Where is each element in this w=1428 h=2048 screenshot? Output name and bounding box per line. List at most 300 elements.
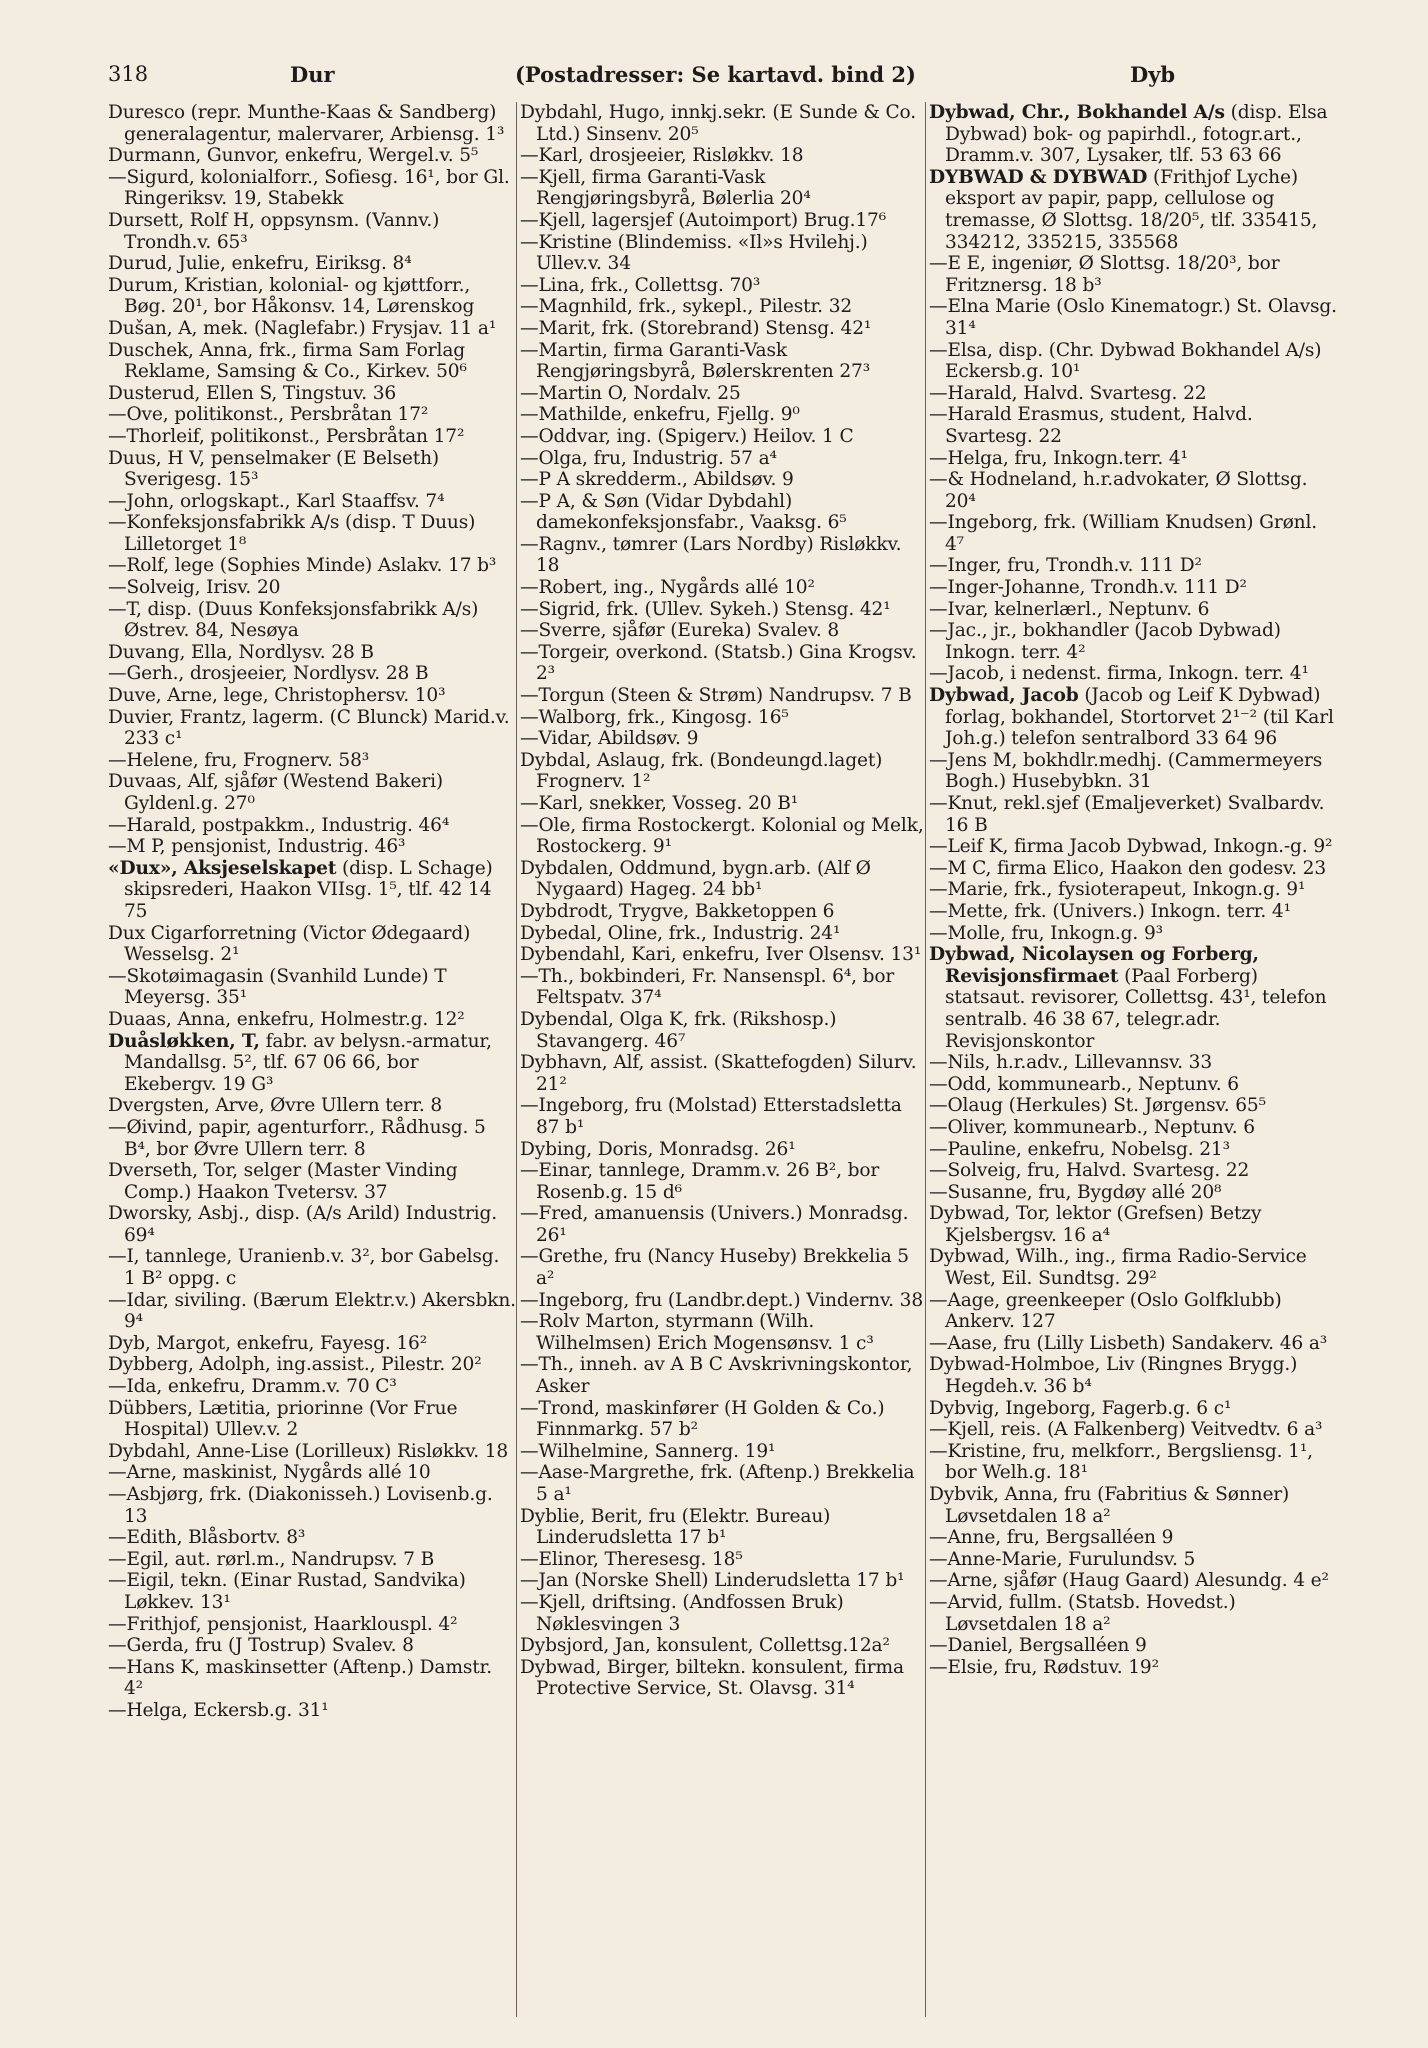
entry-text: —Daniel, Bergsalléen 9 [929, 1635, 1147, 1657]
directory-entry [520, 1290, 928, 1312]
directory-entry [520, 1009, 928, 1052]
directory-entry [108, 448, 516, 491]
entry-text: —Helga, Eckersb.g. 31¹ [108, 1699, 329, 1721]
entry-bold-name: DYBWAD & DYBWAD [929, 166, 1148, 188]
entry-text: (disp. Elsa Dybwad) bok- og papirhdl., fotogr.art., Dramm.v. 307, Lysaker, tlf. 53 63 66 [945, 102, 1328, 167]
directory-entry [108, 275, 516, 318]
entry-text: —Marie, frk., fysioterapeut, Inkogn.g. 9¹ [929, 879, 1306, 901]
directory-entry [520, 1139, 928, 1161]
entry-text: Durmann, Gunvor, enkefru, Wergel.v. 5⁵ [108, 145, 479, 167]
entry-text: —Marit, frk. (Storebrand) Stensg. 42¹ [520, 317, 872, 339]
directory-entry [929, 1052, 1341, 1074]
entry-text: —Susanne, fru, Bygdøy allé 20⁸ [929, 1181, 1222, 1203]
header-note: (Postadresser: Se kartavd. bind 2) [515, 62, 916, 87]
entry-text: —I, tannlege, Uranienb.v. 3², bor Gabelsg. 1 B² oppg. c [108, 1246, 500, 1290]
directory-entry [108, 1700, 516, 1722]
directory-entry [108, 1614, 516, 1636]
entry-text: —Aase, fru (Lilly Lisbeth) Sandakerv. 46 a³ [929, 1332, 1328, 1354]
directory-entry [108, 426, 516, 448]
entry-text: —Oliver, kommunearb., Neptunv. 6 [929, 1116, 1255, 1138]
entry-text: Dusterud, Ellen S, Tingstuv. 36 [108, 382, 397, 404]
entry-text: —Konfeksjonsfabrikk A/s (disp. T Duus) Lilletorget 1⁸ [108, 512, 476, 555]
directory-entry [520, 448, 928, 470]
directory-entry [929, 620, 1341, 663]
directory-entry [108, 1117, 516, 1160]
directory-entry [108, 318, 516, 340]
directory-entry [929, 836, 1341, 858]
directory-entry [929, 901, 1341, 923]
entry-text: —Torgun (Steen & Strøm) Nandrupsv. 7 B [520, 685, 912, 707]
directory-entry [108, 1570, 516, 1613]
directory-entry [108, 1484, 516, 1527]
column-1 [108, 102, 516, 1722]
directory-entry [520, 944, 928, 966]
entry-text: —T, disp. (Duus Konfeksjonsfabrikk A/s) Østrev. 84, Nesøya [108, 598, 479, 642]
directory-entry [108, 577, 516, 599]
directory-entry [520, 923, 928, 945]
directory-entry [108, 1031, 516, 1096]
entry-text: —Egil, aut. rørl.m., Nandrupsv. 7 B [108, 1548, 435, 1570]
entry-text: —Solveig, fru, Halvd. Svartesg. 22 [929, 1160, 1250, 1182]
directory-entry [520, 728, 928, 750]
directory-entry [520, 1246, 928, 1289]
directory-entry [929, 296, 1341, 339]
directory-entry [929, 1160, 1341, 1182]
directory-entry [929, 1398, 1341, 1420]
directory-entry [929, 1246, 1341, 1289]
directory-entry [929, 1635, 1341, 1657]
directory-entry [520, 620, 928, 642]
directory-entry [108, 750, 516, 772]
entry-text: —Kristine, fru, melkforr., Bergsliensg. 1¹, bor Welh.g. 18¹ [929, 1440, 1313, 1484]
entry-text: —Rolv Marton, styrmann (Wilh. Wilhelmsen) Erich Mogensønsv. 1 c³ [520, 1311, 874, 1354]
directory-entry [108, 102, 516, 145]
directory-entry [929, 1203, 1341, 1246]
entry-text: —Arne, maskinist, Nygårds allé 10 [108, 1462, 431, 1484]
directory-entry [929, 1570, 1341, 1592]
entry-text: Dybendahl, Kari, enkefru, Iver Olsensv. 13¹ [520, 944, 922, 966]
directory-entry [929, 793, 1341, 836]
entry-text: —Hans K, maskinsetter (Aftenp.) Damstr. 4² [108, 1656, 492, 1700]
entry-text: —Ida, enkefru, Dramm.v. 70 C³ [108, 1376, 397, 1398]
directory-entry [108, 340, 516, 383]
directory-entry [929, 663, 1341, 685]
directory-entry [929, 879, 1341, 901]
entry-text: —Torgeir, overkond. (Statsb.) Gina Krogsv. 2³ [520, 641, 917, 685]
entry-text: —Magnhild, frk., sykepl., Pilestr. 32 [520, 296, 853, 318]
entry-text: —Oddvar, ing. (Spigerv.) Heilov. 1 C [520, 425, 854, 447]
left-keyword: Dur [290, 62, 335, 87]
directory-entry [520, 318, 928, 340]
directory-entry [929, 1354, 1341, 1397]
directory-entry [929, 1139, 1341, 1161]
entry-text: Duresco (repr. Munthe-Kaas & Sandberg) generalagentur, malervarer, Arbiensg. 1³ [108, 102, 505, 145]
directory-entry [520, 232, 928, 275]
entry-text: (Paal Forberg) statsaut. revisorer, Collettsg. 43¹, telefon sentralb. 46 38 67, telegr.adr. Revisjonskontor [945, 965, 1327, 1052]
directory-entry [108, 858, 516, 923]
entry-text: —Sverre, sjåfør (Eureka) Svalev. 8 [520, 620, 840, 642]
entry-text: —Trond, maskinfører (H Golden & Co.) Finnmarkg. 57 b² [520, 1397, 885, 1441]
entry-text: —Ingeborg, fru (Molstad) Etterstadsletta 87 b¹ [520, 1095, 902, 1138]
entry-text: —Anne-Marie, Furulundsv. 5 [929, 1548, 1196, 1570]
entry-text: Dybhavn, Alf, assist. (Skattefogden) Silurv. 21² [520, 1052, 917, 1095]
entry-text: Dybberg, Adolph, ing.assist., Pilestr. 20² [108, 1354, 482, 1376]
directory-entry [108, 1635, 516, 1657]
directory-entry [520, 685, 928, 707]
entry-text: —& Hodneland, h.r.advokater, Ø Slottsg. 20⁴ [929, 469, 1308, 512]
entry-text: —Inger-Johanne, Trondh.v. 111 D² [929, 577, 1247, 599]
entry-text: —Kjell, reis. (A Falkenberg) Veitvedtv. 6 a³ [929, 1419, 1323, 1441]
directory-entry [520, 1657, 928, 1700]
directory-entry [520, 1052, 928, 1095]
directory-entry [108, 1376, 516, 1398]
entry-text: Dybendal, Olga K, frk. (Rikshosp.) Stavangerg. 46⁷ [520, 1008, 837, 1052]
directory-entry [108, 642, 516, 664]
entry-text: Durud, Julie, enkefru, Eiriksg. 8⁴ [108, 253, 412, 275]
entry-text: —Walborg, frk., Kingosg. 16⁵ [520, 706, 789, 728]
directory-entry [520, 210, 928, 232]
directory-entry [520, 1549, 928, 1571]
entry-text: —Elinor, Theresesg. 18⁵ [520, 1548, 743, 1570]
directory-entry [520, 1635, 928, 1657]
directory-entry [929, 1290, 1341, 1333]
directory-entry [108, 1441, 516, 1463]
directory-entry [108, 1290, 516, 1333]
directory-entry [929, 1441, 1341, 1484]
entry-text: Dybdahl, Hugo, innkj.sekr. (E Sunde & Co. Ltd.) Sinsenv. 20⁵ [520, 102, 917, 145]
entry-text: —Arvid, fullm. (Statsb. Hovedst.) Løvsetdalen 18 a² [929, 1591, 1236, 1635]
entry-text: —Aase-Margrethe, frk. (Aftenp.) Brekkelia 5 a¹ [520, 1462, 915, 1505]
directory-entry [520, 599, 928, 621]
entry-text: Dübbers, Lætitia, priorinne (Vor Frue Hospital) Ullev.v. 2 [108, 1397, 458, 1441]
entry-text: —Kjell, lagersjef (Autoimport) Brug.17⁶ [520, 209, 887, 231]
directory-entry [929, 1657, 1341, 1679]
directory-entry [929, 404, 1341, 447]
entry-text: —Martin O, Nordalv. 25 [520, 382, 741, 404]
directory-entry [929, 555, 1341, 577]
directory-entry [929, 1592, 1341, 1635]
directory-entry [520, 426, 928, 448]
directory-entry [929, 167, 1341, 253]
entry-text: (Frithjof Lyche) eksport av papir, papp, cellulose og tremasse, Ø Slottsg. 18/20⁵, tlf. 335415, 334212, 335215, 335568 [945, 166, 1318, 253]
entry-text: —Ole, firma Rostockergt. Kolonial og Melk, Rostockerg. 9¹ [520, 814, 924, 858]
entry-text: —Harald Erasmus, student, Halvd. Svartesg. 22 [929, 404, 1253, 447]
directory-entry [108, 1549, 516, 1571]
directory-entry [520, 577, 928, 599]
directory-entry [929, 577, 1341, 599]
entry-text: —P A, & Søn (Vidar Dybdahl) damekonfeksjonsfabr., Vaaksg. 6⁵ [520, 490, 847, 534]
directory-entry [929, 1074, 1341, 1096]
entry-bold-name: Duåsløkken, T, [108, 1030, 260, 1052]
entry-text: —Th., inneh. av A B C Avskrivningskontor, Asker [520, 1354, 913, 1398]
entry-text: —Jacob, i nedenst. firma, Inkogn. terr. 4¹ [929, 663, 1309, 685]
entry-text: Dybvik, Anna, fru (Fabritius & Sønner) Løvsetdalen 18 a² [929, 1484, 1290, 1527]
entry-text: Dursett, Rolf H, oppsynsm. (Vannv.) Trondh.v. 65³ [108, 209, 440, 253]
entry-text: Dybdrodt, Trygve, Bakketoppen 6 [520, 900, 835, 922]
directory-entry [108, 1462, 516, 1484]
entry-text: —Elsie, fru, Rødstuv. 19² [929, 1656, 1159, 1678]
directory-entry [108, 836, 516, 858]
entry-text: —Helga, fru, Inkogn.terr. 4¹ [929, 447, 1188, 469]
entry-bold-name: «Dux», Aksjeselskapet [108, 857, 337, 879]
entry-text: —Knut, rekl.sjef (Emaljeverket) Svalbardv. 16 B [929, 793, 1325, 836]
entry-text: —Nils, h.r.adv., Lillevannsv. 33 [929, 1052, 1213, 1074]
entry-text: Dyblie, Berit, fru (Elektr. Bureau) Linderudsletta 17 b¹ [520, 1505, 831, 1549]
directory-entry [929, 448, 1341, 470]
entry-text: Dybwad, Tor, lektor (Grefsen) Betzy Kjelsbergsv. 16 a⁴ [929, 1203, 1262, 1246]
entry-text: —Robert, ing., Nygårds allé 10² [520, 577, 815, 599]
entry-text: —Ove, politikonst., Persbråtan 17² [108, 404, 429, 426]
directory-entry [108, 815, 516, 837]
entry-text: —Einar, tannlege, Dramm.v. 26 B², bor Rosenb.g. 15 d⁶ [520, 1160, 880, 1203]
directory-entry [520, 1160, 928, 1203]
directory-entry [520, 340, 928, 383]
directory-entry [108, 1527, 516, 1549]
directory-entry [929, 102, 1341, 167]
entry-text: —Mathilde, enkefru, Fjellg. 9⁰ [520, 404, 800, 426]
entry-text: Durum, Kristian, kolonial- og kjøttforr., Bøg. 20¹, bor Håkonsv. 14, Lørenskog [108, 274, 475, 318]
directory-entry [520, 707, 928, 729]
directory-entry [108, 966, 516, 1009]
page-header [108, 62, 1362, 98]
entry-text: —Idar, siviling. (Bærum Elektr.v.) Akersbkn. 9⁴ [108, 1289, 516, 1333]
entry-text: —Vidar, Abildsøv. 9 [520, 728, 699, 750]
directory-entry [520, 1462, 928, 1505]
entry-text: Dybvig, Ingeborg, Fagerb.g. 6 c¹ [929, 1397, 1232, 1419]
entry-text: (disp. L Schage) skipsrederi, Haakon VIIsg. 1⁵, tlf. 42 14 75 [124, 857, 493, 922]
entry-text: —Inger, fru, Trondh.v. 111 D² [929, 555, 1202, 577]
entry-text: Dyb, Margot, enkefru, Fayesg. 16² [108, 1332, 428, 1354]
directory-entry [929, 512, 1341, 555]
entry-text: —Karl, drosjeeier, Risløkkv. 18 [520, 145, 804, 167]
directory-entry [108, 383, 516, 405]
directory-entry [108, 1354, 516, 1376]
directory-entry [929, 469, 1341, 512]
column-3 [929, 102, 1341, 1678]
directory-entry [520, 1311, 928, 1354]
entry-text: Dworsky, Asbj., disp. (A/s Arild) Industrig. 69⁴ [108, 1203, 497, 1246]
entry-text: —Solveig, Irisv. 20 [108, 577, 281, 599]
directory-entry [520, 793, 928, 815]
directory-entry [929, 1333, 1341, 1355]
directory-entry [929, 923, 1341, 945]
entry-text: —Jac., jr., bokhandler (Jacob Dybwad) Inkogn. terr. 4² [929, 620, 1281, 663]
column-2 [520, 102, 928, 1700]
directory-entry [929, 1484, 1341, 1527]
entry-text: Dvergsten, Arve, Øvre Ullern terr. 8 [108, 1095, 443, 1117]
entry-text: —Thorleif, politikonst., Persbråtan 17² [108, 425, 465, 447]
entry-text: Duvier, Frantz, lagerm. (C Blunck) Marid.v. 233 c¹ [108, 706, 510, 750]
directory-entry [520, 167, 928, 210]
entry-text: —Frithjof, pensjonist, Haarklouspl. 4² [108, 1613, 458, 1635]
directory-entry [929, 1117, 1341, 1139]
entry-bold-name: Dybwad, Chr., Bokhandel A/s [929, 102, 1225, 123]
directory-entry [520, 642, 928, 685]
entry-text: —Sigurd, kolonialforr., Sofiesg. 16¹, bor Gl. Ringeriksv. 19, Stabekk [108, 166, 510, 210]
directory-entry [108, 555, 516, 577]
directory-entry [108, 1095, 516, 1117]
entry-text: —Helene, fru, Frognerv. 58³ [108, 749, 370, 771]
entry-text: Duus, H V, penselmaker (E Belseth) Sverigesg. 15³ [108, 447, 440, 491]
entry-text: Dybdalen, Oddmund, bygn.arb. (Alf Ø Nygaard) Hageg. 24 bb¹ [520, 857, 871, 901]
entry-text: —Jan (Norske Shell) Linderudsletta 17 b¹ [520, 1570, 905, 1592]
directory-entry [929, 1182, 1341, 1204]
entry-text: —Aage, greenkeeper (Oslo Golfklubb) Ankerv. 127 [929, 1289, 1282, 1333]
entry-text: Dybwad, Wilh., ing., firma Radio-Service West, Eil. Sundtsg. 29² [929, 1246, 1307, 1290]
entry-text: —Harald, postpakkm., Industrig. 46⁴ [108, 814, 450, 836]
directory-entry [108, 1009, 516, 1031]
entry-text: —Wilhelmine, Sannerg. 19¹ [520, 1440, 776, 1462]
directory-entry [108, 771, 516, 814]
directory-entry [520, 1506, 928, 1549]
directory-entry [108, 1398, 516, 1441]
entry-text: —Mette, frk. (Univers.) Inkogn. terr. 4¹ [929, 900, 1291, 922]
directory-entry [520, 534, 928, 577]
entry-text: —M C, firma Elico, Haakon den godesv. 23 [929, 857, 1327, 879]
directory-entry [929, 1419, 1341, 1441]
directory-entry [929, 1549, 1341, 1571]
directory-entry [108, 404, 516, 426]
directory-entry [108, 663, 516, 685]
directory-entry [929, 1095, 1341, 1117]
directory-entry [520, 1592, 928, 1635]
entry-text: —Molle, fru, Inkogn.g. 9³ [929, 922, 1163, 944]
entry-text: —Grethe, fru (Nancy Huseby) Brekkelia 5 a² [520, 1246, 909, 1290]
entry-text: Dybdahl, Anne-Lise (Lorilleux) Risløkkv. 18 [108, 1440, 509, 1462]
entry-text: —P A skredderm., Abildsøv. 9 [520, 469, 794, 491]
directory-entry [520, 750, 928, 793]
entry-text: —M P, pensjonist, Industrig. 46³ [108, 836, 406, 858]
directory-entry [929, 944, 1341, 1052]
entry-text: —Ivar, kelnerlærl., Neptunv. 6 [929, 598, 1210, 620]
directory-entry [520, 901, 928, 923]
directory-entry [520, 145, 928, 167]
entry-text: —Ingeborg, frk. (William Knudsen) Grønl. 4⁷ [929, 512, 1318, 555]
directory-entry [520, 491, 928, 534]
directory-entry [929, 340, 1341, 383]
entry-text: Dybwad, Birger, biltekn. konsulent, firma Protective Service, St. Olavsg. 31⁴ [520, 1656, 904, 1700]
entry-bold-name: Dybwad, Jacob [929, 685, 1079, 707]
directory-entry [108, 707, 516, 750]
entry-text: Duvaas, Alf, sjåfør (Westend Bakeri) Gyldenl.g. 27⁰ [108, 771, 443, 814]
entry-text: —Karl, snekker, Vosseg. 20 B¹ [520, 793, 799, 814]
directory-entry [929, 383, 1341, 405]
entry-text: —Gerh., drosjeeier, Nordlysv. 28 B [108, 663, 429, 685]
directory-entry [108, 923, 516, 966]
entry-text: —Asbjørg, frk. (Diakonisseh.) Lovisenb.g. 13 [108, 1484, 493, 1527]
entry-text: Dušan, A, mek. (Naglefabr.) Frysjav. 11 a¹ [108, 317, 497, 339]
entry-text: —Anne, fru, Bergsalléen 9 [929, 1527, 1174, 1549]
entry-text: —Kjell, driftsing. (Andfossen Bruk) Nøklesvingen 3 [520, 1591, 844, 1635]
entry-text: —Ragnv., tømrer (Lars Nordby) Risløkkv. 18 [520, 533, 902, 577]
directory-entry [520, 966, 928, 1009]
directory-entry [520, 1354, 928, 1397]
directory-entry [108, 1333, 516, 1355]
directory-entry [520, 404, 928, 426]
directory-entry [929, 1527, 1341, 1549]
directory-entry [520, 469, 928, 491]
directory-entry [108, 145, 516, 167]
directory-entry [108, 253, 516, 275]
entry-text: —Gerda, fru (J Tostrup) Svalev. 8 [108, 1635, 414, 1657]
entry-text: —Skotøimagasin (Svanhild Lunde) T Meyersg. 35¹ [108, 965, 447, 1009]
entry-text: —Ingeborg, fru (Landbr.dept.) Vindernv. 38 [520, 1289, 924, 1311]
entry-text: Dybwad-Holmboe, Liv (Ringnes Brygg.) Hegdeh.v. 36 b⁴ [929, 1354, 1298, 1398]
entry-text: —Øivind, papir, agenturforr., Rådhusg. 5 B⁴, bor Øvre Ullern terr. 8 [108, 1116, 486, 1160]
entry-text: —Harald, Halvd. Svartesg. 22 [929, 382, 1207, 404]
right-keyword: Dyb [1130, 62, 1176, 87]
entry-text: (Jacob og Leif K Dybwad) forlag, bokhandel, Stortorvet 2¹⁻² (til Karl Joh.g.) telefon sentralbord 33 64 96 [945, 685, 1334, 750]
entry-text: —Pauline, enkefru, Nobelsg. 21³ [929, 1138, 1230, 1160]
entry-text: —Eigil, tekn. (Einar Rustad, Sandvika) Løkkev. 13¹ [108, 1570, 466, 1613]
entry-text: Dybsjord, Jan, konsulent, Collettsg.12a² [520, 1635, 890, 1657]
directory-entry [108, 1657, 516, 1700]
directory-entry [520, 102, 928, 145]
directory-entry [108, 1246, 516, 1289]
entry-text: Duvang, Ella, Nordlysv. 28 B [108, 641, 374, 663]
entry-text: —Lina, frk., Collettsg. 70³ [520, 274, 761, 296]
entry-text: Duve, Arne, lege, Christophersv. 10³ [108, 685, 446, 707]
entry-text: —Elna Marie (Oslo Kinematogr.) St. Olavsg. 31⁴ [929, 296, 1337, 339]
directory-entry [520, 383, 928, 405]
entry-text: Dybedal, Oline, frk., Industrig. 24¹ [520, 922, 841, 944]
entry-text: —Fred, amanuensis (Univers.) Monradsg. 26¹ [520, 1203, 909, 1246]
entry-text: —Martin, firma Garanti-Vask Rengjøringsbyrå, Bølerskrenten 27³ [520, 339, 871, 383]
entry-text: —Arne, sjåfør (Haug Gaard) Alesundg. 4 e² [929, 1570, 1329, 1592]
entry-text: —John, orlogskapt., Karl Staaffsv. 7⁴ [108, 490, 445, 512]
entry-text: Dverseth, Tor, selger (Master Vinding Comp.) Haakon Tvetersv. 37 [108, 1160, 458, 1203]
column-divider [516, 102, 517, 2017]
entry-text: —Leif K, firma Jacob Dybwad, Inkogn.-g. 9² [929, 836, 1333, 858]
entry-text: Dux Cigarforretning (Victor Ødegaard) Wesselsg. 2¹ [108, 922, 471, 966]
directory-entry [108, 685, 516, 707]
entry-text: Duschek, Anna, frk., firma Sam Forlag Reklame, Samsing & Co., Kirkev. 50⁶ [108, 339, 467, 383]
entry-text: Dybing, Doris, Monradsg. 26¹ [520, 1138, 796, 1160]
directory-entry [108, 599, 516, 642]
directory-entry [520, 1398, 928, 1441]
directory-entry [929, 685, 1341, 750]
directory-entry [108, 491, 516, 513]
entry-text: —Sigrid, frk. (Ullev. Sykeh.) Stensg. 42¹ [520, 598, 891, 620]
entry-text: —E E, ingeniør, Ø Slottsg. 18/20³, bor Fritznersg. 18 b³ [929, 253, 1280, 296]
directory-entry [520, 296, 928, 318]
directory-entry [108, 512, 516, 555]
entry-text: —Odd, kommunearb., Neptunv. 6 [929, 1073, 1239, 1095]
directory-entry [520, 1570, 928, 1592]
directory-entry [929, 253, 1341, 296]
entry-text: —Kjell, firma Garanti-Vask Rengjøringsbyrå, Bølerlia 20⁴ [520, 166, 811, 210]
entry-text: Duaas, Anna, enkefru, Holmestr.g. 12² [108, 1008, 465, 1030]
directory-entry [520, 1095, 928, 1138]
entry-text: —Th., bokbinderi, Fr. Nansenspl. 6⁴, bor Feltspatv. 37⁴ [520, 965, 895, 1009]
directory-entry [108, 167, 516, 210]
page-number: 318 [108, 62, 149, 86]
directory-entry [108, 1160, 516, 1203]
directory-entry [929, 599, 1341, 621]
directory-entry [520, 1441, 928, 1463]
entry-bold-name: Dybwad, Nicolaysen og Forberg, Revisjonsfirmaet [929, 944, 1259, 987]
entry-text: Dybdal, Aslaug, frk. (Bondeungd.laget) Frognerv. 1² [520, 749, 883, 793]
directory-entry [520, 1203, 928, 1246]
entry-text: —Rolf, lege (Sophies Minde) Aslakv. 17 b³ [108, 555, 497, 577]
entry-text: fabr. av belysn.-armatur, Mandallsg. 5², tlf. 67 06 66, bor Ekebergv. 19 G³ [124, 1030, 492, 1095]
entry-text: —Olga, fru, Industrig. 57 a⁴ [520, 447, 777, 469]
directory-entry [108, 1203, 516, 1246]
directory-entry [520, 858, 928, 901]
entry-text: —Olaug (Herkules) St. Jørgensv. 65⁵ [929, 1095, 1266, 1117]
entry-text: —Jens M, bokhdlr.medhj. (Cammermeyers Bogh.) Husebybkn. 31 [929, 749, 1323, 793]
directory-entry [929, 858, 1341, 880]
